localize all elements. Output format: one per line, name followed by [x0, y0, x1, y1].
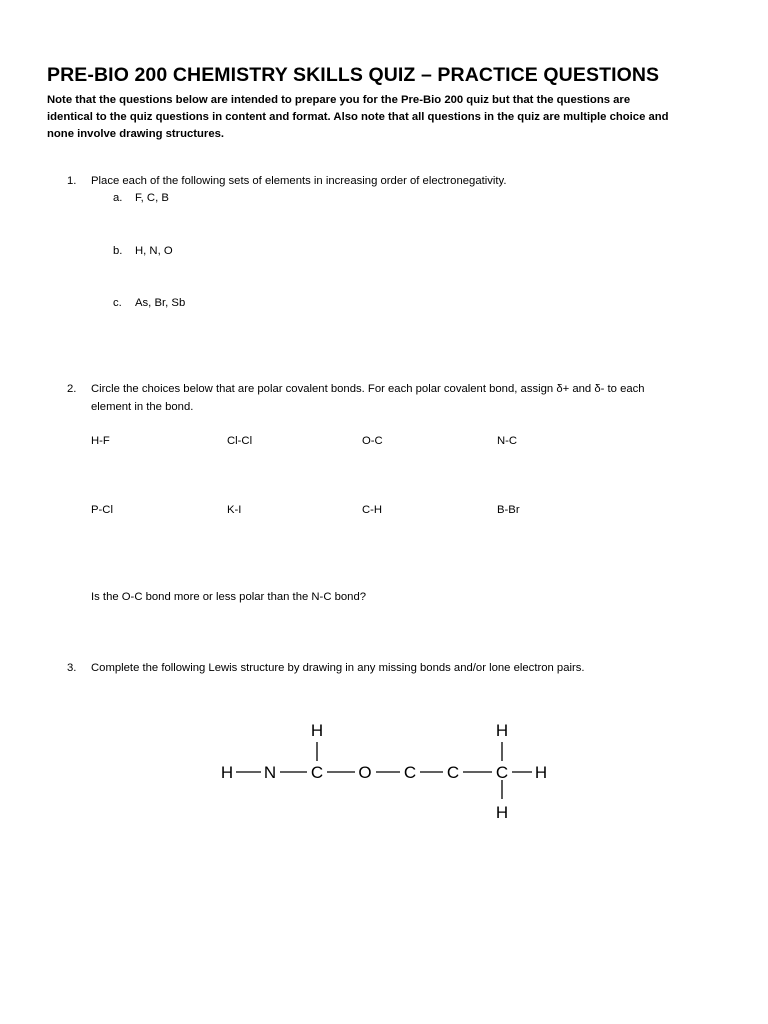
atom-h: H	[534, 763, 548, 782]
bond-choice: P-Cl	[91, 504, 113, 516]
bond-choice: N-C	[497, 435, 518, 447]
q1b-text: H, N, O	[135, 245, 173, 257]
note-line-2: identical to the quiz questions in content and format. Also note that all questions in the quiz are multiple choice and	[47, 111, 669, 123]
bond-choice: C-H	[362, 504, 383, 516]
bond-choice: B-Br	[497, 504, 520, 516]
q3-text: Complete the following Lewis structure by drawing in any missing bonds and/or lone electron pairs.	[91, 662, 585, 674]
atom-n: N	[263, 763, 277, 782]
page-title: PRE-BIO 200 CHEMISTRY SKILLS QUIZ – PRACTICE QUESTIONS	[47, 64, 660, 86]
atom-c: C	[403, 763, 417, 782]
note-line-1: Note that the questions below are intended to prepare you for the Pre-Bio 200 quiz but that the questions are	[47, 94, 631, 106]
q1-number: 1.	[67, 175, 77, 187]
bond-choice: Cl-Cl	[227, 435, 253, 447]
atom-h-bottom-right: H	[495, 803, 509, 822]
atom-h: H	[220, 763, 234, 782]
q2-number: 2.	[67, 383, 77, 395]
q1c-label: c.	[113, 297, 122, 309]
atom-c: C	[310, 763, 324, 782]
bond-choice: O-C	[362, 435, 383, 447]
q3-number: 3.	[67, 662, 77, 674]
bond-choice: K-I	[227, 504, 242, 516]
atom-o: O	[358, 763, 372, 782]
atom-h-top-right: H	[495, 721, 509, 740]
q2-text-line-1: Circle the choices below that are polar covalent bonds. For each polar covalent bond, assign δ+ and δ- to each	[91, 383, 645, 395]
atom-h-top-left: H	[310, 721, 324, 740]
q2-text-line-2: element in the bond.	[91, 401, 194, 413]
q1-text: Place each of the following sets of elements in increasing order of electronegativity.	[91, 175, 507, 187]
bond-choice: H-F	[91, 435, 110, 447]
q2-followup: Is the O-C bond more or less polar than the N-C bond?	[91, 591, 367, 603]
q1a-text: F, C, B	[135, 192, 169, 204]
q1b-label: b.	[113, 245, 123, 257]
note-line-3: none involve drawing structures.	[47, 128, 225, 140]
lewis-structure	[200, 705, 580, 825]
atom-c: C	[495, 763, 509, 782]
atom-c: C	[446, 763, 460, 782]
q1a-label: a.	[113, 192, 123, 204]
q1c-text: As, Br, Sb	[135, 297, 186, 309]
